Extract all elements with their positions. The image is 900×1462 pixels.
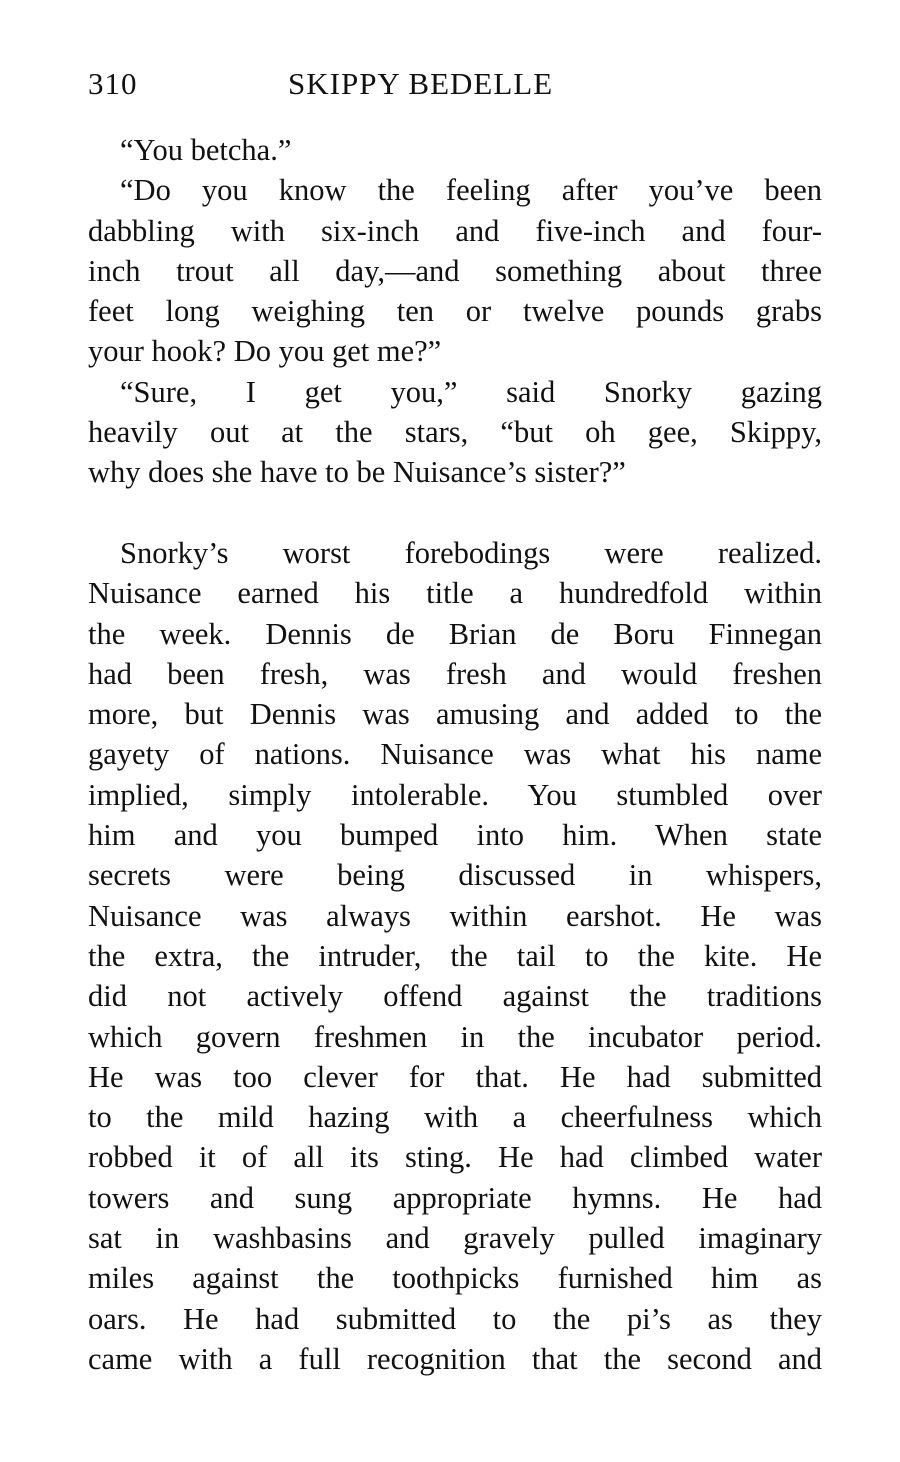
text-line: inch trout all day,—and something about three [88,253,822,288]
text-line: Nuisance was always within earshot. He was [88,898,822,933]
body-text [88,130,822,1379]
text-line: came with a full recognition that the second and [88,1341,822,1376]
text-line: robbed it of all its sting. He had climbed water [88,1140,822,1175]
text-line: sat in washbasins and gravely pulled imaginary [88,1221,822,1256]
text-line: which govern freshmen in the incubator period. [88,1019,822,1054]
text-line: feet long weighing ten or twelve pounds grabs [88,294,822,329]
text-line: to the mild hazing with a cheerfulness which [88,1100,822,1135]
text-line: Nuisance earned his title a hundredfold within [88,576,822,611]
text-line: gayety of nations. Nuisance was what his name [88,737,822,772]
text-line: miles against the toothpicks furnished him as [88,1261,822,1296]
text-line: secrets were being discussed in whispers, [88,858,822,893]
text-line: more, but Dennis was amusing and added to the [88,697,822,732]
text-line: why does she have to be Nuisance’s sister?” [88,455,626,490]
text-line: towers and sung appropriate hymns. He had [88,1180,822,1215]
text-line: dabbling with six-inch and five-inch and four- [88,213,822,248]
text-line: had been fresh, was fresh and would freshen [88,656,822,691]
text-line: did not actively offend against the traditions [88,979,822,1014]
section-break [88,493,822,533]
text-line: “Sure, I get you,” said Snorky gazing [120,374,822,409]
text-line: “You betcha.” [120,133,292,167]
running-head: SKIPPY BEDELLE [288,66,554,101]
text-line: Snorky’s worst forebodings were realized. [120,535,822,570]
text-line: He was too clever for that. He had submitted [88,1059,822,1094]
page-number: 310 [88,66,138,101]
text-line: your hook? Do you get me?” [88,334,442,369]
text-line: the week. Dennis de Brian de Boru Finnegan [88,616,822,651]
text-line: heavily out at the stars, “but oh gee, Skippy, [88,415,822,450]
text-line: implied, simply intolerable. You stumbled over [88,777,822,812]
text-line: oars. He had submitted to the pi’s as they [88,1301,822,1336]
text-line: him and you bumped into him. When state [88,818,822,853]
text-line: “Do you know the feeling after you’ve been [120,173,822,208]
text-line: the extra, the intruder, the tail to the kite. He [88,938,822,973]
page-header [88,66,828,106]
